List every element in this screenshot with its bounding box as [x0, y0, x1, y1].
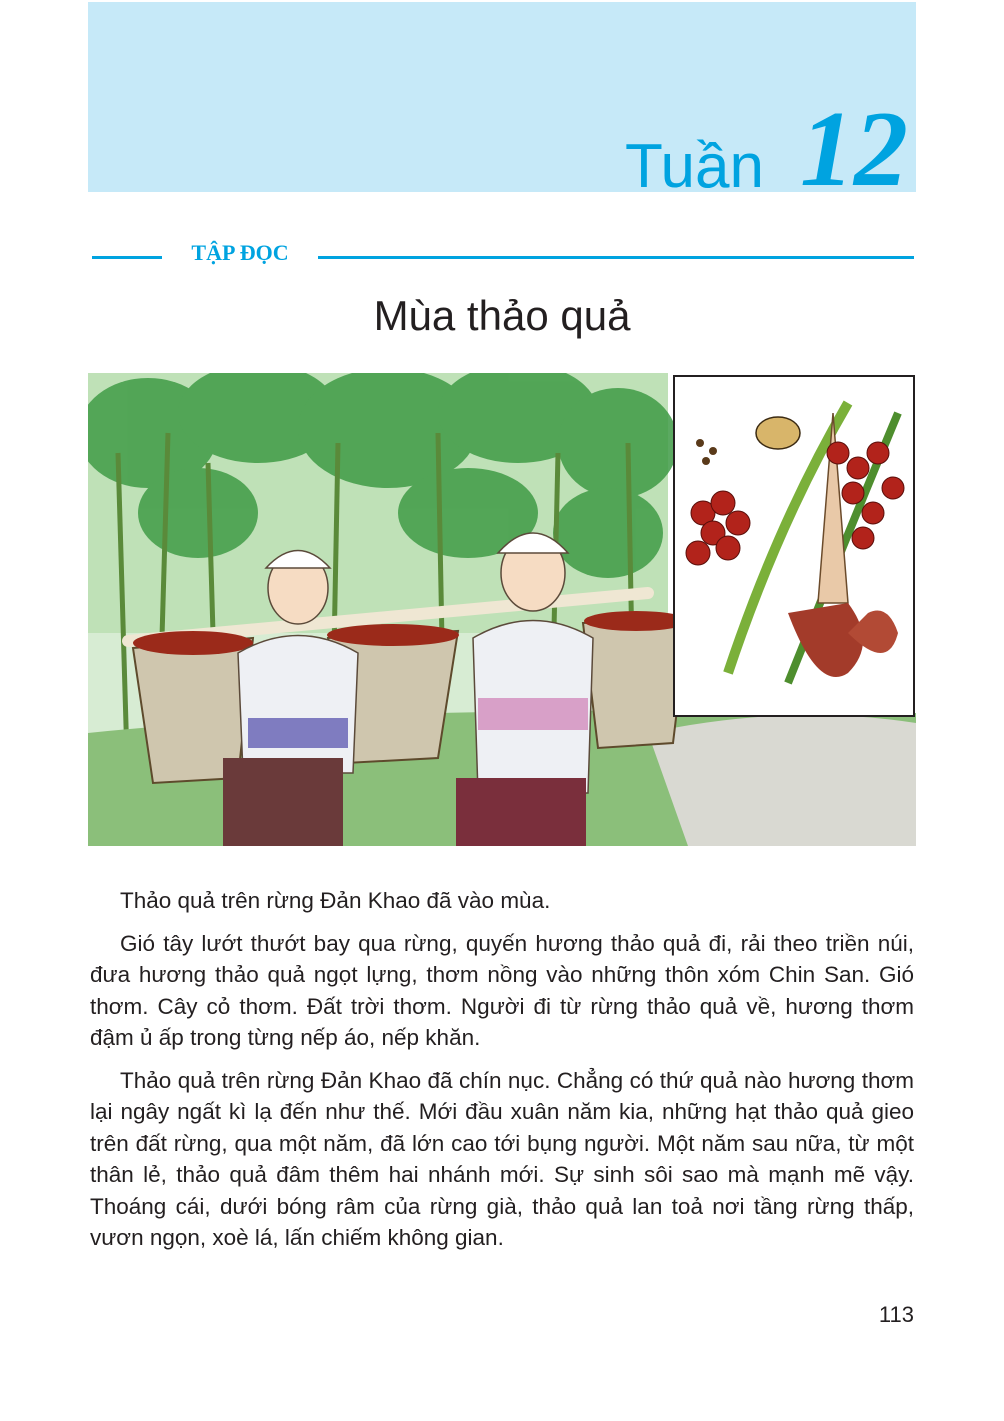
week-banner	[88, 2, 916, 209]
section-rule-left	[92, 256, 162, 259]
week-number: 12	[800, 90, 908, 209]
week-word: Tuần	[624, 132, 764, 201]
paragraph: Thảo quả trên rừng Đản Khao đã chín nục. Chẳng có thứ quả nào hương thơm lại ngây ngất kì lạ đến như thế. Mới đầu xuân năm kia, những hạt thảo quả gieo trên đất rừng, qua một năm, đã lớn cao tới bụng người. Một năm sau nữa, từ một thân lẻ, thảo quả đâm thêm hai nhánh mới. Sự sinh sôi sao mà mạnh mẽ vậy. Thoáng cái, dưới bóng râm của rừng già, thảo quả lan toả nơi tầng rừng thấp, vươn ngọn, xoè lá, lấn chiếm không gian.	[90, 1067, 914, 1250]
paragraph: Gió tây lướt thướt bay qua rừng, quyến hương thảo quả đi, rải theo triền núi, đưa hương thảo quả ngọt lựng, thơm nồng vào những thôn xóm Chin San. Gió thơm. Cây cỏ thơm. Đất trời thơm. Người đi từ rừng thảo quả về, hương thơm đậm ủ ấp trong từng nếp áo, nếp khăn.	[90, 930, 914, 1050]
body-text	[90, 885, 914, 1265]
harvest-illustration-icon	[88, 373, 916, 846]
page-number: 113	[878, 1302, 914, 1327]
paragraph: Thảo quả trên rừng Đản Khao đã vào mùa.	[120, 888, 551, 913]
lesson-title: Mùa thảo quả	[373, 292, 631, 339]
section-rule-right	[318, 256, 914, 259]
section-label: TẬP ĐỌC	[191, 240, 289, 265]
